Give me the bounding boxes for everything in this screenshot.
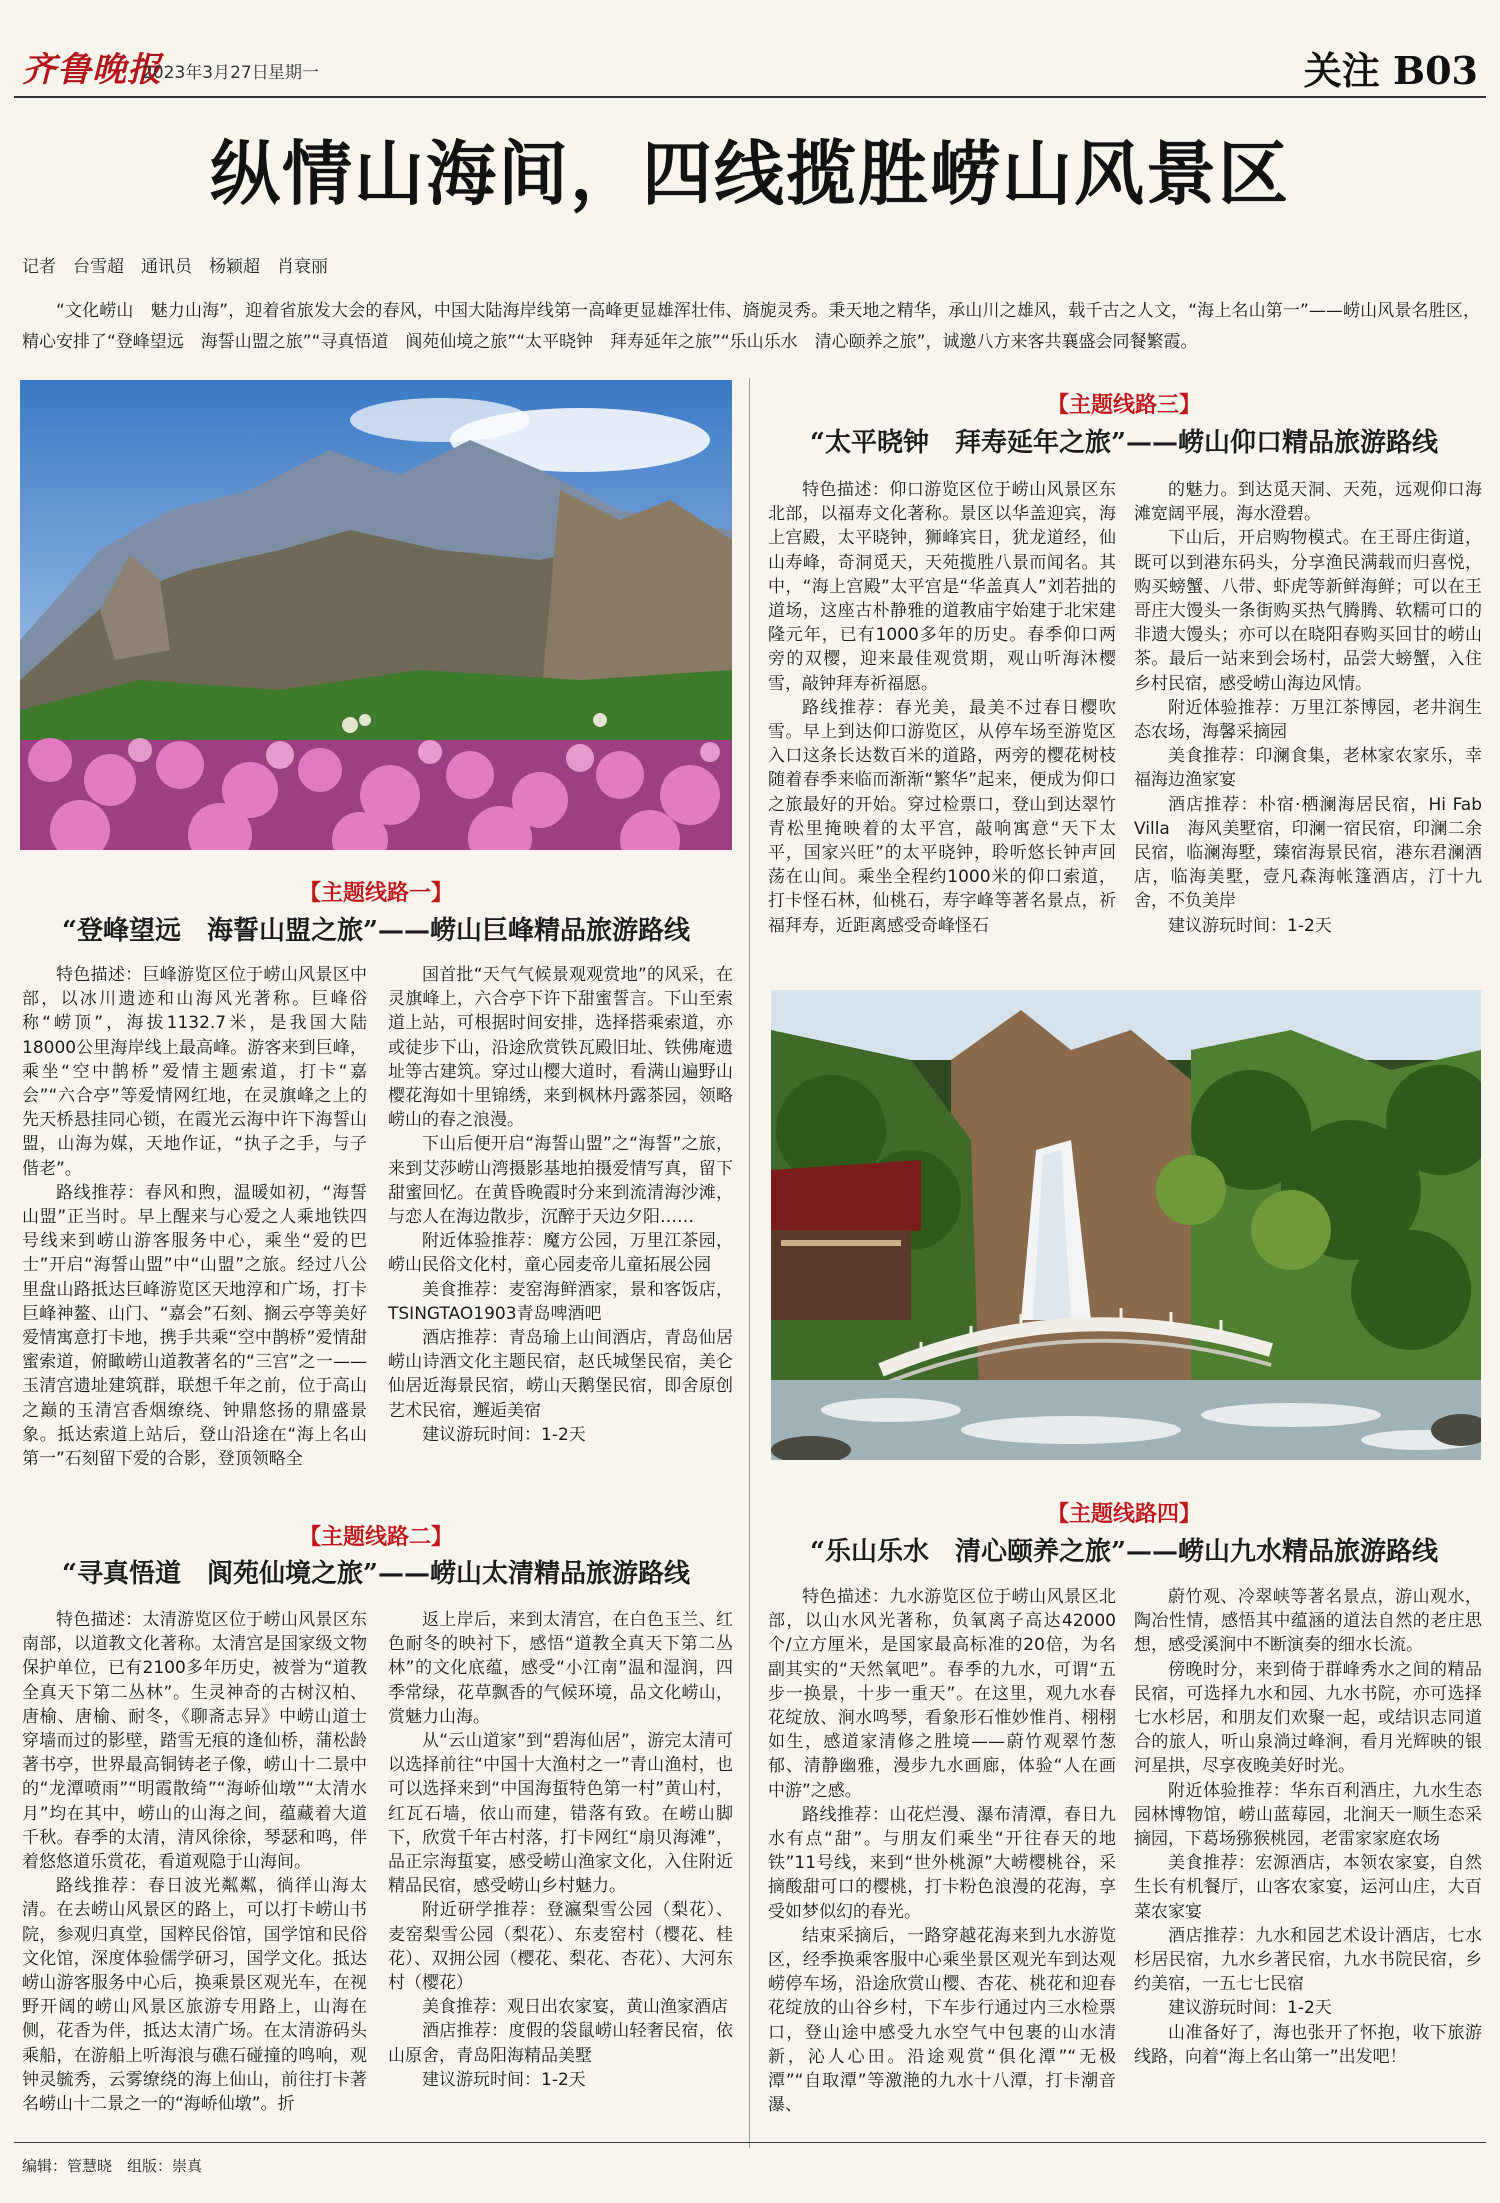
route-four-paragraph: 路线推荐：山花烂漫、瀑布清潭，春日九水有点“甜”。与朋友们乘坐“开往春天的地铁”11号线，来到“世外桃源”大崂樱桃谷，采摘酸甜可口的樱桃，打卡粉色浪漫的花海，享受如梦似幻的春光。 [768,1804,1116,1922]
route-two-column-1 [22,1608,367,2116]
route-three-tag: 【主题线路三】 [1046,392,1201,418]
route-four-title: “乐山乐水 清心颐养之旅”——崂山九水精品旅游路线 [810,1537,1438,1567]
intro-paragraph: “文化崂山 魅力山海”，迎着省旅发大会的春风，中国大陆海岸线第一高峰更显雄浑壮伟、旖旎灵秀。秉天地之精华，承山川之雄风，载千古之人文，“海上名山第一”——崂山风景名胜区，精心安排了“登峰望远 海誓山盟之旅”“寻真悟道 阆苑仙境之旅”“太平晓钟 拜寿延年之旅”“乐山乐水 清心颐养之旅”，诚邀八方来客共襄盛会同餐繁霞。 [22,301,1480,352]
route-four-column-1 [768,1585,1116,2117]
route-one-paragraph: 附近体验推荐：魔方公园，万里江茶园，崂山民俗文化村，童心园麦帝儿童拓展公园 [388,1231,733,1276]
route-one-paragraph: 建议游玩时间：1-2天 [422,1424,586,1445]
route-three-title: “太平晓钟 拜寿延年之旅”——崂山仰口精品旅游路线 [810,428,1438,458]
route-two-paragraph: 从“云山道家”到“碧海仙居”，游完太清可以选择前往“中国十大渔村之一”青山渔村，也可以选择来到“中国海蜇特色第一村”黄山村，红瓦石墙，依山而建，错落有致。在崂山脚下，欣赏千年古村落，打卡网红“扇贝海滩”，品正宗海蜇宴，感受崂山渔家文化，入住附近精品民宿，感受崂山乡村魅力。 [388,1731,733,1897]
waterfall-illustration [771,990,1481,1460]
footer-rule [14,2142,1486,2143]
section-page-label: 关注 B03 [1303,48,1478,93]
route-three-paragraph: 特色描述：仰口游览区位于崂山风景区东北部，以福寿文化著称。景区以华盖迎宾，海上宫殿，太平晓钟，狮峰宾日，犹龙道经，仙山寿峰，奇洞觅天，天苑揽胜八景而闻名。其中，“海上宫殿”太平宫是“华盖真人”刘若拙的道场，这座古朴静雅的道教庙宇始建于北宋建隆元年，已有1000多年的历史。春季仰口两旁的双樱，迎来最佳观赏期，观山听海沐樱雪，敲钟拜寿祈福愿。 [768,480,1116,694]
route-two-paragraph: 路线推荐：春日波光粼粼，徜徉山海太清。在去崂山风景区的路上，可以打卡崂山书院，参观归真堂，国粹民俗馆，国学馆和民俗文化馆，深度体验儒学研习，国学文化。抵达崂山游客服务中心后，换乘景区观光车，在视野开阔的崂山风景区旅游专用路上，山海在侧，花香为伴，抵达太清广场。在太清游码头乘船，在游船上听海浪与礁石碰撞的鸣响，观钟灵毓秀，云雾缭绕的海上仙山，前往打卡著名崂山十二景之一的“海峤仙墩”。折 [22,1876,367,2115]
issue-date: 2023年3月27日 [142,63,269,83]
route-two-column-2 [388,1608,733,2092]
route-three-column-2 [1134,478,1482,938]
route-two-paragraph: 酒店推荐：度假的袋鼠崂山轻奢民宿，依山原舍，青岛阳海精品美墅 [388,2021,733,2066]
byline: 记者 台雪超 通讯员 杨颖超 肖衰丽 [22,257,328,277]
waterfall-bridge-photo [771,990,1481,1460]
route-one-paragraph: 下山后便开启“海誓山盟”之“海誓”之旅，来到艾莎崂山湾摄影基地拍摄爱情写真，留下甜蜜回忆。在黄昏晚霞时分来到流清海沙滩，与恋人在海边散步，沉醉于天边夕阳…… [388,1134,733,1228]
route-four-paragraph: 蔚竹观、冷翠峡等著名景点，游山观水，陶冶性情，感悟其中蕴涵的道法自然的老庄思想，感受溪涧中不断演奏的细水长流。 [1134,1587,1482,1656]
route-three-paragraph: 美食推荐：印澜食集，老林家农家乐，幸福海边渔家宴 [1134,746,1482,791]
page-headline: 纵情山海间，四线揽胜崂山风景区 [210,132,1290,215]
route-two-title: “寻真悟道 阆苑仙境之旅”——崂山太清精品旅游路线 [62,1559,690,1589]
route-four-paragraph: 附近体验推荐：华东百利酒庄，九水生态园林博物馆，崂山蓝莓园，北涧天一顺生态采摘园，下葛场猕猴桃园，老雷家家庭农场 [1134,1780,1482,1850]
route-one-column-1 [22,963,367,1471]
route-one-tag: 【主题线路一】 [298,880,453,906]
editor-credits: 编辑：管慧晓 组版：崇真 [22,2157,203,2175]
route-three-paragraph: 附近体验推荐：万里江茶博园，老井润生态农场，海馨采摘园 [1134,697,1482,743]
route-three-paragraph: 酒店推荐：朴宿·栖澜海居民宿，Hi Fab Villa 海风美墅宿，印澜一宿民宿，印澜二余民宿，临澜海墅，臻宿海景民宿，港东君澜酒店，临海美墅，壹凡森海帐篷酒店，汀十九舍，不负美岸 [1134,794,1482,912]
route-two-paragraph: 附近研学推荐：登瀛梨雪公园（梨花）、麦窑梨雪公园（梨花）、东麦窑村（樱花、桂花）、双拥公园（樱花、梨花、杏花）、大河东村（樱花） [388,1900,733,1994]
route-three-paragraph: 的魅力。到达觅天洞、天苑，远观仰口海滩宽阔平展，海水澄碧。 [1134,480,1482,525]
route-four-paragraph: 特色描述：九水游览区位于崂山风景区北部，以山水风光著称，负氧离子高达42000个/立方厘米，是国家最高标准的20倍，为名副其实的“天然氧吧”。春季的九水，可谓“五步一换景，十步一重天”。在这里，观九水春花绽放、涧水鸣琴，看象形石惟妙惟肖、栩栩如生，感道家清修之胜境——蔚竹观翠竹葱郁、清静幽雅，漫步九水画廊，体验“人在画中游”之感。 [768,1587,1116,1801]
route-four-paragraph: 酒店推荐：九水和园艺术设计酒店，七水杉居民宿，九水乡著民宿，九水书院民宿，乡约美宿，一五七七民宿 [1134,1925,1482,1995]
route-four-paragraph: 美食推荐：宏源酒店，本领农家宴，自然生长有机餐厅，山客农家宴，运河山庄，大百菜农家宴 [1134,1853,1482,1922]
route-one-paragraph: 美食推荐：麦窑海鲜酒家，景和客饭店，TSINGTAO1903青岛啤酒吧 [388,1279,733,1324]
route-three-paragraph: 下山后，开启购物模式。在王哥庄街道，既可以到港东码头，分享渔民满载而归喜悦，购买螃蟹、八带、虾虎等新鲜海鲜；可以在王哥庄大馒头一条街购买热气腾腾、软糯可口的非遗大馒头；亦可以在晓阳春购买回甘的崂山茶。最后一站来到会场村，品尝大螃蟹，入住乡村民宿，感受崂山海边风情。 [1134,528,1482,694]
route-two-paragraph: 美食推荐：观日出农家宴，黄山渔家酒店 [422,1997,728,2018]
route-one-paragraph: 国首批“天气气候景观观赏地”的风采，在灵旗峰上，六合亭下许下甜蜜誓言。下山至索道上站，可根据时间安排，选择搭乘索道，亦或徒步下山，沿途欣赏铁瓦殿旧址、铁佛庵遗址等古建筑。穿过山樱大道时，看满山遍野山樱花海如十里锦绣，来到枫林丹露茶园，领略崂山的春之浪漫。 [388,965,733,1131]
route-three-paragraph: 建议游玩时间：1-2天 [1168,915,1332,936]
route-three-column-1 [768,478,1116,938]
route-one-column-2 [388,963,733,1447]
route-four-paragraph: 山准备好了，海也张开了怀抱，收下旅游线路，向着“海上名山第一”出发吧！ [1134,2022,1482,2067]
route-one-paragraph: 特色描述：巨峰游览区位于崂山风景区中部，以冰川遗迹和山海风光著称。巨峰俗称“崂顶”，海拔1132.7米，是我国大陆18000公里海岸线上最高峰。游客来到巨峰，乘坐“空中鹊桥”爱情主题索道，打卡“嘉会”“六合亭”等爱情网红地，在灵旗峰之上的先天桥悬挂同心锁，在霞光云海中许下海誓山盟，山海为媒，天地作证，“执子之手，与子偕老”。 [22,965,367,1179]
laoshan-peaks-azalea-photo [20,380,732,850]
route-four-paragraph: 结束采摘后，一路穿越花海来到九水游览区，经季换乘客服中心乘坐景区观光车到达观崂停车场，沿途欣赏山樱、杏花、桃花和迎春花绽放的山谷乡村，下车步行通过内三水检票口，登山途中感受九水空气中包裹的山水清新，沁人心田。沿途观赏“俱化潭”“无极潭”“自取潭”等激滟的九水十八潭，打卡潮音瀑、 [768,1925,1116,2116]
route-two-tag: 【主题线路二】 [298,1524,453,1550]
route-four-column-2 [1134,1585,1482,2069]
route-one-paragraph: 酒店推荐：青岛瑜上山间酒店，青岛仙居崂山诗酒文化主题民宿，赵氏城堡民宿，美仑仙居近海景民宿，崂山天鹅堡民宿，即舍原创艺术民宿，邂逅美宿 [388,1328,733,1421]
route-one-paragraph: 路线推荐：春风和煦，温暖如初，“海誓山盟”正当时。早上醒来与心爱之人乘地铁四号线来到崂山游客服务中心，乘坐“爱的巴士”开启“海誓山盟”中“山盟”之旅。经过八公里盘山路抵达巨峰游览区天地淳和广场，打卡巨峰神鳌、山门、“嘉会”石刻、搁云亭等美好爱情寓意打卡地，携手共乘“空中鹊桥”爱情甜蜜索道，俯瞰崂山道教著名的“三宫”之一——玉清宫遗址建筑群，联想千年之前，位于高山之巅的玉清宫香烟缭绕、钟鼎悠扬的鼎盛景象。抵达索道上站后，登山沿途在“海上名山第一”石刻留下爱的合影，登顶领略全 [22,1182,367,1470]
route-three-paragraph: 路线推荐：春光美，最美不过春日樱吹雪。早上到达仰口游览区，从停车场至游览区入口这条长达数百米的道路，两旁的樱花树枝随着春季来临而渐渐“繁华”起来，便成为仰口之旅最好的开始。穿过检票口，登山到达翠竹青松里掩映着的太平宫，敲响寓意“天下太平，国家兴旺”的太平晓钟，聆听悠长钟声回荡在山间。乘坐全程约1000米的仰口索道，打卡怪石林，仙桃石，寿字峰等著名景点，祈福拜寿，近距离感受奇峰怪石 [768,697,1116,936]
newspaper-masthead: 齐鲁晚报 [22,50,162,90]
route-four-tag: 【主题线路四】 [1046,1501,1201,1527]
route-two-paragraph: 特色描述：太清游览区位于崂山风景区东南部，以道教文化著称。太清宫是国家级文物保护单位，已有2100多年历史，被誉为“道教全真天下第二丛林”。生灵神奇的古树汉柏、唐榆、唐榆、耐冬，《聊斋志异》中崂山道士穿墙而过的影壁，踏雪无痕的逢仙桥，蒲松龄著书亭，世界最高铜铸老子像，崂山十二景中的“龙潭喷雨”“明霞散绮”“海峤仙墩”“太清水月”均在其中，崂山的山海之间，蕴藏着大道千秋。春季的太清，清风徐徐，琴瑟和鸣，伴着悠悠道乐赏花，看道观隐于山海间。 [22,1610,367,1873]
route-two-paragraph: 建议游玩时间：1-2天 [422,2069,586,2090]
mountain-flower-illustration [20,380,732,850]
header-rule [14,96,1486,98]
route-four-paragraph: 建议游玩时间：1-2天 [1168,1998,1332,2019]
route-four-paragraph: 傍晚时分，来到倚于群峰秀水之间的精品民宿，可选择九水和园、九水书院，亦可选择七水杉居，和朋友们欢聚一起，或结识志同道合的旅人，听山泉淌过峰涧，看月光辉映的银河星拱，尽享夜晚美好时光。 [1134,1659,1482,1777]
column-divider [749,378,750,2148]
route-one-title: “登峰望远 海誓山盟之旅”——崂山巨峰精品旅游路线 [62,916,690,946]
issue-weekday: 星期一 [268,63,319,83]
route-two-paragraph: 返上岸后，来到太清宫，在白色玉兰、红色耐冬的映衬下，感悟“道教全真天下第二丛林”的文化底蕴，感受“小江南”温和湿润，四季常绿，花草飘香的气候环境，品文化崂山，赏魅力山海。 [388,1610,733,1727]
